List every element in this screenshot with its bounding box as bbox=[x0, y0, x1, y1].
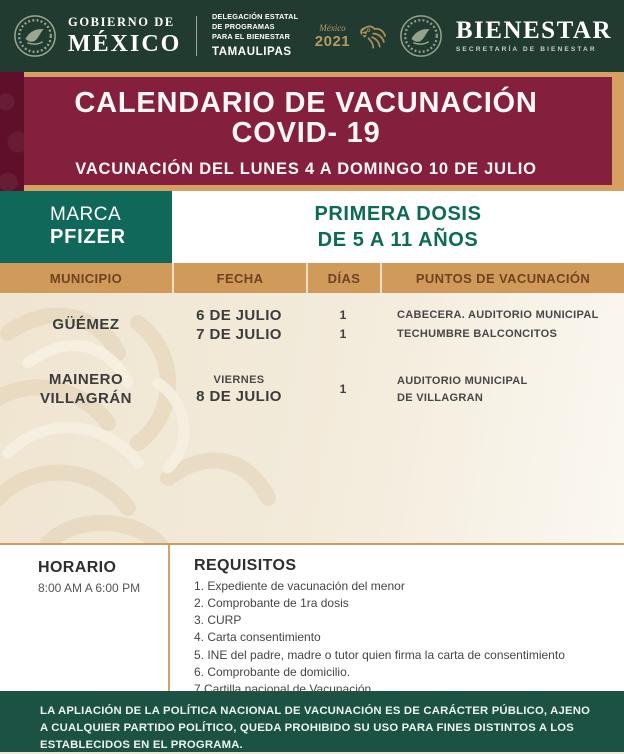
gobierno-seal-icon bbox=[12, 13, 58, 59]
dias-value: 1 bbox=[339, 327, 347, 341]
requirement-item: 6. Comprobante de domicilio. bbox=[194, 664, 351, 679]
dias-cell bbox=[306, 371, 380, 409]
municipio-name: GÜÉMEZ bbox=[52, 315, 120, 333]
title-banner bbox=[0, 77, 612, 185]
legal-notice-text: LA APLIACIÓN DE LA POLÍTICA NACIONAL DE VACUNACIÓN ES DE CARÁCTER PÚBLICO, AJENO A CUALQUIER PARTIDO POLÍTICO, QUEDA PROHIBIDO SU USO PARA FINES DISTINTOS A LOS ESTABLECIDOS EN EL PROGRAMA. bbox=[40, 705, 591, 751]
title-banner-frame bbox=[0, 72, 624, 191]
fecha-line: 6 DE JULIO bbox=[196, 307, 282, 324]
mexico-2021-year: 2021 bbox=[314, 32, 351, 50]
calendar-title-line2: COVID- 19 bbox=[231, 117, 381, 150]
calendar-title-line1: CALENDARIO DE VACUNACIÓN bbox=[74, 87, 538, 119]
gobierno-line2: MÉXICO bbox=[68, 30, 182, 57]
punto-line: TECHUMBRE BALCONCITOS bbox=[397, 328, 558, 340]
column-header-puntos: PUNTOS DE VACUNACIÓN bbox=[380, 263, 624, 293]
horario-hours: 8:00 AM A 6:00 PM bbox=[38, 581, 141, 595]
table-row bbox=[0, 306, 624, 344]
municipio-name: MAINERO bbox=[48, 371, 124, 388]
info-section bbox=[0, 545, 624, 696]
brand-name: PFIZER bbox=[50, 225, 126, 248]
puntos-cell bbox=[380, 371, 624, 409]
dias-value: 1 bbox=[339, 308, 347, 322]
bienestar-subtitle: SECRETARÍA DE BIENESTAR bbox=[455, 46, 597, 54]
requirement-item: 7 Cartilla nacional de Vacunación bbox=[194, 681, 372, 696]
brand-label: MARCA bbox=[50, 204, 122, 225]
dose-line1: PRIMERA DOSIS bbox=[314, 203, 482, 225]
requirements-list bbox=[194, 578, 620, 698]
legal-notice-banner bbox=[0, 691, 624, 752]
dias-value: 1 bbox=[339, 382, 347, 397]
requirement-item: 3. CURP bbox=[194, 613, 242, 628]
bienestar-logo bbox=[456, 18, 612, 54]
municipio-name: VILLAGRÁN bbox=[40, 389, 132, 407]
column-header-dias: DÍAS bbox=[306, 263, 380, 293]
column-header-municipio: MUNICIPIO bbox=[49, 270, 123, 286]
requirement-item: 1. Expediente de vacunación del menor bbox=[194, 579, 405, 593]
horario-title: HORARIO bbox=[38, 559, 117, 576]
schedule-column bbox=[0, 545, 170, 691]
fecha-line: 8 DE JULIO bbox=[196, 388, 282, 405]
punto-line: CABECERA. AUDITORIO MUNICIPAL bbox=[397, 309, 599, 321]
puntos-cell bbox=[380, 306, 624, 344]
requisitos-title: REQUISITOS bbox=[194, 557, 297, 574]
fecha-cell bbox=[172, 306, 306, 344]
government-header-bar bbox=[0, 0, 624, 72]
dose-line2: DE 5 A 11 AÑOS bbox=[317, 229, 479, 251]
delegation-block bbox=[212, 12, 301, 60]
delegation-line1: DELEGACIÓN ESTATAL DE PROGRAMAS bbox=[211, 11, 299, 31]
requirement-item: 4. Carta consentimiento bbox=[194, 630, 321, 645]
quetzal-icon bbox=[358, 10, 390, 62]
table-row bbox=[0, 371, 624, 409]
dias-cell bbox=[306, 306, 380, 344]
vaccine-brand-box bbox=[0, 191, 172, 263]
header-divider bbox=[196, 16, 197, 56]
gobierno-line1: GOBIERNO DE bbox=[68, 15, 175, 30]
gobierno-de-mexico-logo bbox=[68, 16, 181, 56]
bienestar-seal-icon bbox=[398, 13, 444, 59]
municipio-cell bbox=[0, 371, 172, 409]
delegation-state: TAMAULIPAS bbox=[211, 45, 292, 58]
requirements-column bbox=[170, 545, 624, 696]
punto-line: AUDITORIO MUNICIPAL bbox=[397, 374, 528, 387]
municipio-cell bbox=[0, 306, 172, 344]
fecha-cell bbox=[172, 371, 306, 409]
fecha-line: 7 DE JULIO bbox=[196, 326, 282, 343]
column-header-fecha: FECHA bbox=[172, 263, 306, 293]
punto-line: DE VILLAGRAN bbox=[397, 391, 484, 404]
table-header-row bbox=[0, 263, 624, 293]
delegation-line2: PARA EL BIENESTAR bbox=[211, 31, 291, 41]
brand-dose-row bbox=[0, 191, 624, 263]
vaccination-week-subtitle: VACUNACIÓN DEL LUNES 4 A DOMINGO 10 DE JULIO bbox=[75, 159, 537, 178]
requirement-item: 5. INE del padre, madre o tutor quien firma la carta de consentimiento bbox=[194, 647, 565, 662]
dose-info-box bbox=[172, 191, 624, 263]
bienestar-title: BIENESTAR bbox=[455, 17, 612, 45]
fecha-day-name: VIERNES bbox=[213, 374, 265, 386]
mexico-2021-name: México bbox=[319, 22, 346, 33]
requirement-item: 2. Comprobante de 1ra dosis bbox=[194, 596, 349, 611]
schedule-table-body bbox=[0, 293, 624, 543]
mexico-2021-logo bbox=[315, 24, 350, 49]
